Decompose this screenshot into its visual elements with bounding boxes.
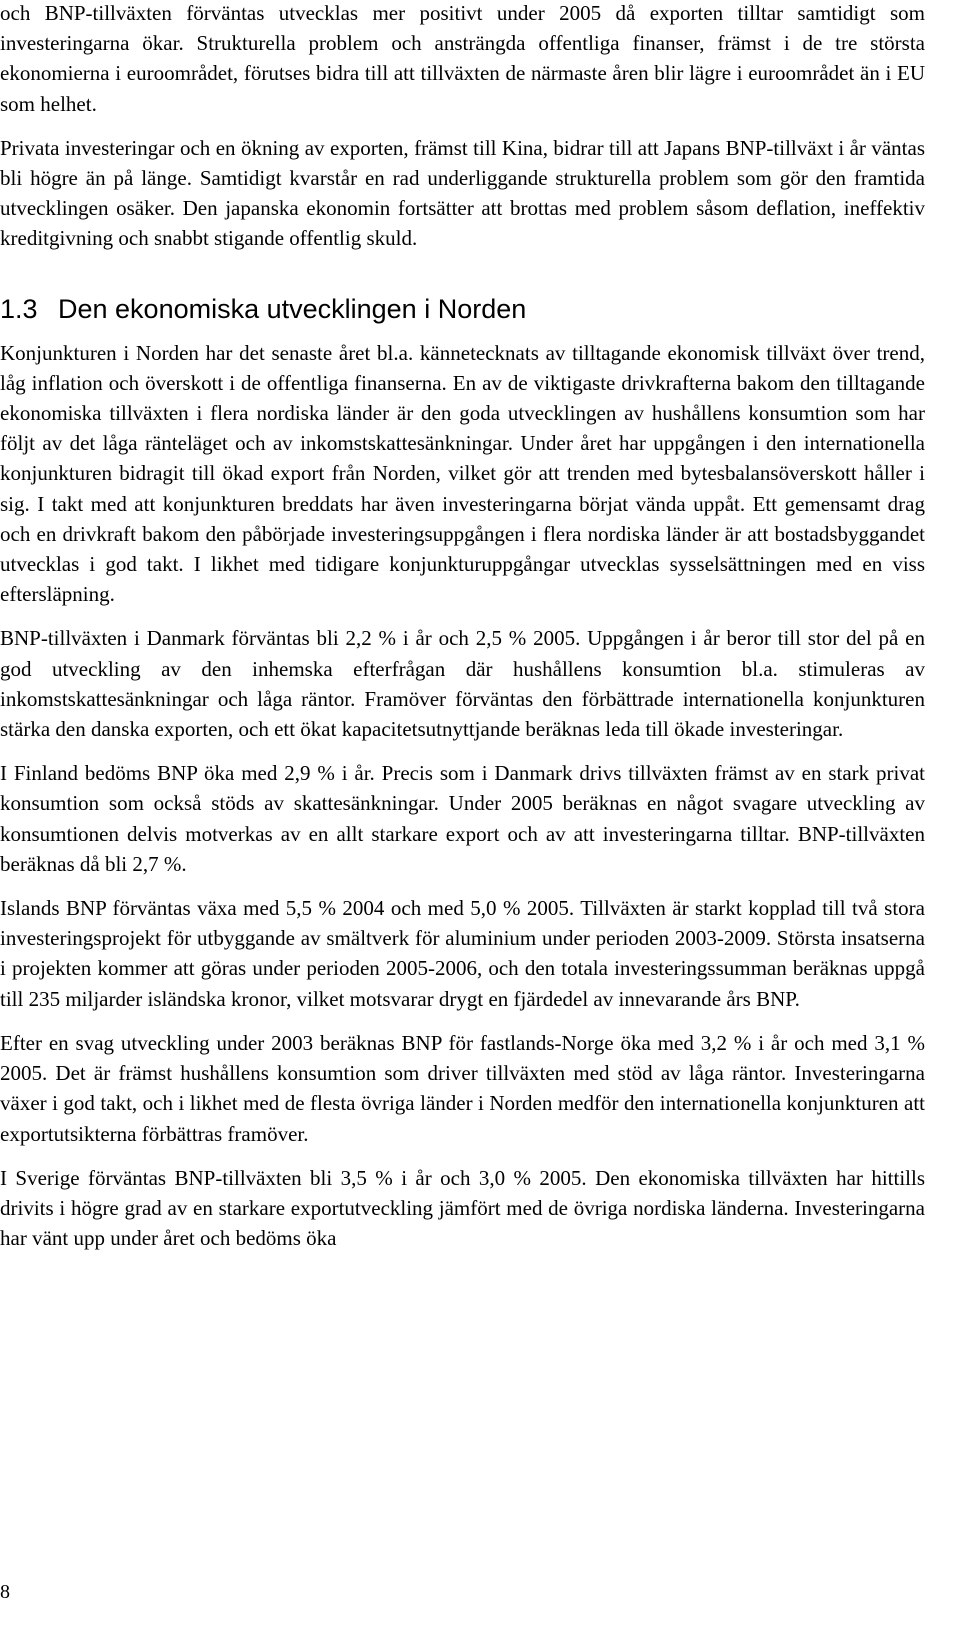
page-number: 8 — [0, 1581, 10, 1603]
paragraph-iceland: Islands BNP förväntas växa med 5,5 % 2004 och med 5,0 % 2005. Tillväxten är starkt kopplad till två stora investeringsprojekt för utbyggande av smältverk för aluminium under perioden 2003-2009. Största insatserna i projekten kommer att göras under perioden 2005-2006, och den totala investeringssumman beräknas uppgå till 235 miljarder isländska kronor, vilket motsvarar drygt en fjärdedel av innevarande års BNP. — [0, 896, 925, 1011]
section-heading — [0, 292, 925, 326]
paragraph-japan: Privata investeringar och en ökning av exporten, främst till Kina, bidrar till att Japans BNP-tillväxt i år väntas bli högre än på länge. Samtidigt kvarstår en rad underliggande strukturella problem som gör den framtida utvecklingen osäker. Den japanska ekonomin fortsätter att brottas med problem såsom deflation, ineffektiv kreditgivning och snabbt stigande offentlig skuld. — [0, 135, 925, 251]
paragraph-norway: Efter en svag utveckling under 2003 beräknas BNP för fastlands-Norge öka med 3,2 % i år och med 3,1 % 2005. Det är främst hushållens konsumtion som driver tillväxten med stöd av låga räntor. Investeringarna växer i god takt, och i likhet med de flesta övriga länder i Norden medför den internationella konjunkturen att exportutsikterna förbättras framöver. — [0, 1030, 925, 1146]
paragraph-euro-area: och BNP-tillväxten förväntas utvecklas mer positivt under 2005 då exporten tilltar samtidigt som investeringarna ökar. Strukturella problem och ansträngda offentliga finanser, främst i de tre största ekonomierna i euroområdet, förutses bidra till att tillväxten de närmaste åren blir lägre i euroområdet än i EU som helhet. — [0, 1, 925, 116]
paragraph-nordic-overview: Konjunkturen i Norden har det senaste året bl.a. kännetecknats av tilltagande ekonomisk tillväxt över trend, låg inflation och överskott i de offentliga finanserna. En av de viktigaste drivkrafterna bakom den tilltagande ekonomiska tillväxten i flera nordiska länder är den goda utvecklingen av hushållens konsumtion som har följt av det låga ränteläget och av inkomstskattesänkningar. Under året har uppgången i den internationella konjunkturen bidragit till ökad export från Norden, vilket gör att trenden med bytesbalansöverskott håller i sig. I takt med att konjunkturen breddats har även investeringarna börjat vända uppåt. Ett gemensamt drag och en drivkraft bakom den påbörjade investeringsuppgången i flera nordiska länder är att bostadsbyggandet utvecklas i god takt. I likhet med tidigare konjunkturuppgångar utvecklas sysselsättningen med en viss eftersläpning. — [0, 340, 925, 607]
paragraph-finland: I Finland bedöms BNP öka med 2,9 % i år. Precis som i Danmark drivs tillväxten främst av en stark privat konsumtion som också stöds av skattesänkningar. Under 2005 beräknas en något svagare utveckling av konsumtionen delvis motverkas av en allt starkare export och av att investeringarna tilltar. BNP-tillväxten beräknas då bli 2,7 %. — [0, 761, 925, 876]
section-title: Den ekonomiska utvecklingen i Norden — [58, 293, 527, 324]
section-number: 1.3 — [0, 293, 38, 324]
paragraph-sweden: I Sverige förväntas BNP-tillväxten bli 3,5 % i år och 3,0 % 2005. Den ekonomiska tillväxten har hittills drivits i högre grad av en starkare exportutveckling jämfört med de övriga nordiska länderna. Investeringarna har vänt upp under året och bedöms öka — [0, 1165, 925, 1251]
paragraph-denmark: BNP-tillväxten i Danmark förväntas bli 2,2 % i år och 2,5 % 2005. Uppgången i år beror till stor del på en god utveckling av den inhemska efterfrågan där hushållens konsumtion bl.a. stimuleras av inkomstskattesänkningar och låga räntor. Framöver förväntas den förbättrade internationella konjunkturen stärka den danska exporten, och ett ökat kapacitetsutnyttjande beräknas leda till ökade investeringar. — [0, 626, 925, 742]
